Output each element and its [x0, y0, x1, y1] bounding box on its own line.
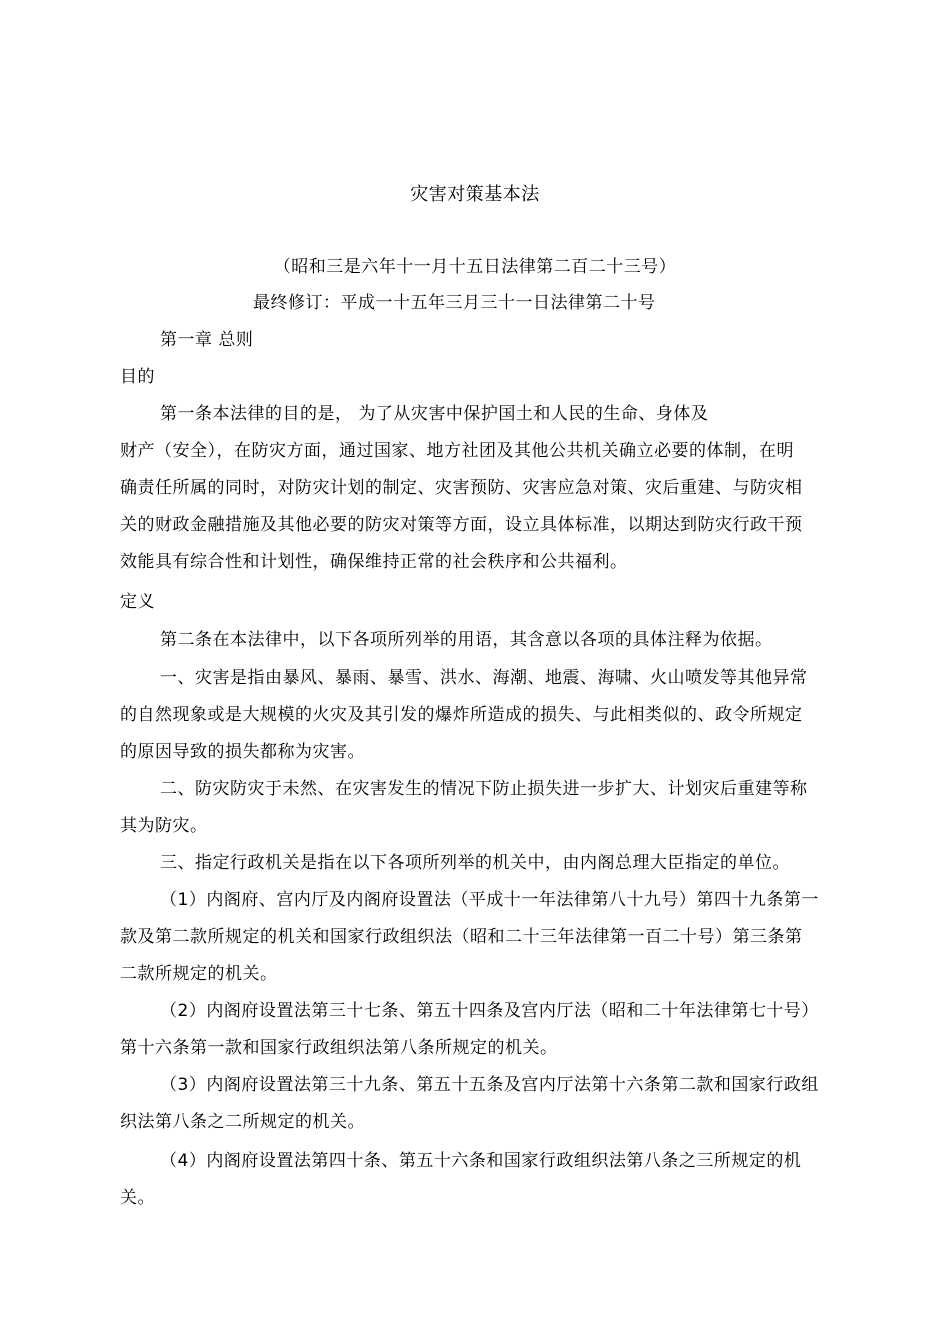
article1-line: 关的财政金融措施及其他必要的防灾对策等方面，设立具体标准，以期达到防灾行政干预 — [120, 515, 803, 535]
section-heading-purpose: 目的 — [120, 367, 155, 387]
sub-item2-line: （2）内阁府设置法第三十七条、第五十四条及宫内厅法（昭和二十年法律第七十号） — [160, 1001, 819, 1021]
item1-line: 的自然现象或是大规模的火灾及其引发的爆炸所造成的损失、与此相类似的、政令所规定 — [120, 705, 803, 725]
article1-line: 财产（安全），在防灾方面，通过国家、地方社团及其他公共机关确立必要的体制，在明 — [120, 441, 794, 461]
sub-item4-line: 关。 — [120, 1188, 155, 1208]
article1-line: 确责任所属的同时，对防灾计划的制定、灾害预防、灾害应急对策、灾后重建、与防灾相 — [120, 478, 803, 498]
article2-intro: 第二条在本法律中，以下各项所列举的用语，其含意以各项的具体注释为依据。 — [160, 630, 773, 650]
sub-item4-line: （4）内阁府设置法第四十条、第五十六条和国家行政组织法第八条之三所规定的机 — [160, 1151, 802, 1171]
article1-line: 第一条本法律的目的是， 为了从灾害中保护国土和人民的生命、身体及 — [160, 404, 709, 424]
sub-item3-line: （3）内阁府设置法第三十九条、第五十五条及宫内厅法第十六条第二款和国家行政组 — [160, 1075, 819, 1095]
sub-item1-line: 款及第二款所规定的机关和国家行政组织法（昭和二十三年法律第一百二十号）第三条第 — [120, 927, 803, 947]
document-title: 灾害对策基本法 — [410, 184, 540, 205]
article1-line: 效能具有综合性和计划性，确保维持正常的社会秩序和公共福利。 — [120, 552, 628, 572]
section-heading-definition: 定义 — [120, 592, 155, 612]
item1-line: 一、灾害是指由暴风、暴雨、暴雪、洪水、海潮、地震、海啸、火山喷发等其他异常 — [160, 668, 808, 688]
sub-item3-line: 织法第八条之二所规定的机关。 — [120, 1112, 365, 1132]
last-revision: 最终修订：平成一十五年三月三十一日法律第二十号 — [253, 293, 656, 313]
chapter-heading: 第一章 总则 — [160, 330, 254, 350]
law-number: （昭和三是六年十一月十五日法律第二百二十三号） — [273, 257, 677, 277]
sub-item1-line: 二款所规定的机关。 — [120, 964, 278, 984]
item1-line: 的原因导致的损失都称为灾害。 — [120, 742, 365, 762]
item3-line: 三、指定行政机关是指在以下各项所列举的机关中，由内阁总理大臣指定的单位。 — [160, 853, 790, 873]
item2-line: 其为防灾。 — [120, 816, 208, 836]
item2-line: 二、防灾防灾于未然、在灾害发生的情况下防止损失进一步扩大、计划灾后重建等称 — [160, 779, 808, 799]
sub-item2-line: 第十六条第一款和国家行政组织法第八条所规定的机关。 — [120, 1038, 558, 1058]
sub-item1-line: （1）内阁府、宫内厅及内阁府设置法（平成十一年法律第八十九号）第四十九条第一 — [160, 890, 819, 910]
